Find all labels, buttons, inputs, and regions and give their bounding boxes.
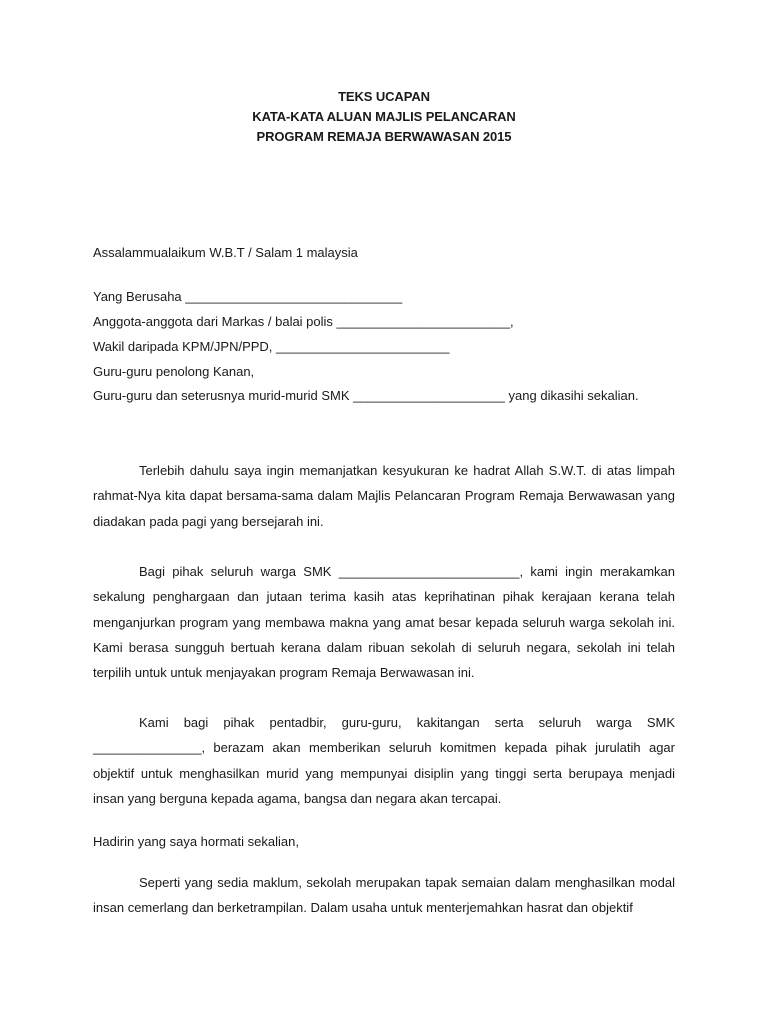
paragraph-text: Bagi pihak seluruh warga SMK _________________________, kami ingin merakamkan sekalung penghargaan dan jutaan terima kasih atas keprihatinan pihak kerajaan kerana telah menganjurkan program yang membawa makna yang amat besar kepada seluruh warga sekolah ini. Kami berasa sungguh bertuah kerana dalam ribuan sekolah di seluruh negara, sekolah ini telah terpilih untuk untuk menjayakan program Remaja Berwawasan ini.: [93, 564, 675, 681]
title-line-1: TEKS UCAPAN: [338, 89, 430, 104]
addressee-line: Anggota-anggota dari Markas / balai polis ________________________,: [93, 314, 514, 329]
addressee-line: Wakil daripada KPM/JPN/PPD, ________________________: [93, 339, 450, 354]
document-title: [0, 87, 768, 147]
title-line-2: KATA-KATA ALUAN MAJLIS PELANCARAN: [252, 109, 516, 124]
salutation: Assalammualaikum W.B.T / Salam 1 malaysia: [93, 245, 358, 260]
greeting: Hadirin yang saya hormati sekalian,: [93, 834, 299, 849]
paragraph-text: Seperti yang sedia maklum, sekolah merupakan tapak semaian dalam menghasilkan modal insan cemerlang dan berketrampilan. Dalam usaha untuk menterjemahkan hasrat dan objektif: [93, 875, 675, 916]
paragraph-closing: [93, 870, 675, 921]
paragraph-opening: [93, 458, 675, 534]
paragraph-text: Kami bagi pihak pentadbir, guru-guru, kakitangan serta seluruh warga SMK _______________, berazam akan memberikan seluruh komitmen kepada pihak jurulatih agar objektif untuk menghasilkan murid yang mempunyai disiplin yang tinggi serta berupaya menjadi insan yang berguna kepada agama, bangsa dan negara akan tercapai.: [93, 715, 675, 806]
paragraph-text: Terlebih dahulu saya ingin memanjatkan kesyukuran ke hadrat Allah S.W.T. di atas limpah rahmat-Nya kita dapat bersama-sama dalam Majlis Pelancaran Program Remaja Berwawasan yang diadakan pada pagi yang bersejarah ini.: [93, 463, 675, 529]
addressee-line: Guru-guru penolong Kanan,: [93, 364, 255, 379]
addressee-line: Yang Berusaha ______________________________: [93, 289, 403, 304]
paragraph-school: [93, 559, 675, 685]
title-line-3: PROGRAM REMAJA BERWAWASAN 2015: [256, 129, 512, 144]
addressee-line: Guru-guru dan seterusnya murid-murid SMK _____________________ yang dikasihi sekalian.: [93, 388, 639, 403]
paragraph-commitment: [93, 710, 675, 811]
